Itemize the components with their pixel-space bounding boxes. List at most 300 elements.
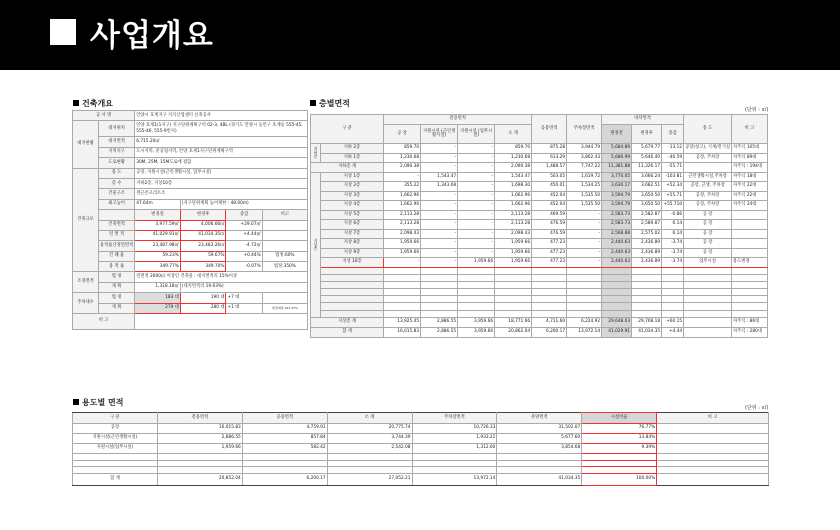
overview-label: 용적률산정연면적 — [99, 241, 135, 251]
floor-label — [321, 303, 384, 310]
empty-cell — [684, 303, 732, 310]
empty-cell — [567, 296, 602, 303]
remark — [732, 248, 768, 258]
parking-area: - — [567, 239, 602, 249]
compare-before: 349.77% — [135, 262, 181, 272]
subtotal-area: 859.70 — [495, 144, 532, 154]
subtotal-area: 1,662.96 — [495, 191, 532, 201]
overview-label: 대지면적 — [99, 137, 135, 147]
landscape-legal: 연면적 2000㎡ 이상인 건축물 : 대지면적의 15%이상 — [135, 272, 308, 282]
empty-cell — [532, 289, 567, 296]
after-area: 3,666.24 — [632, 172, 662, 182]
parking-delta: +7 대 — [226, 293, 262, 303]
empty-cell — [495, 289, 532, 296]
col-header: 주차장면적 — [412, 413, 497, 424]
floors-table — [310, 114, 768, 338]
use: 공장(창고), 기계/전기실 — [684, 144, 732, 154]
empty-cell — [458, 289, 495, 296]
common-area: 875.28 — [532, 144, 567, 154]
square-bullet-icon — [310, 100, 316, 106]
overview-label: 계 획 — [99, 303, 135, 313]
parking-area: 3,944.79 — [567, 144, 602, 154]
empty-cell — [732, 281, 768, 288]
empty-cell — [495, 296, 532, 303]
overview-label: 법 정 — [99, 293, 135, 303]
delta-area: -13.12 — [662, 144, 684, 154]
empty-row — [311, 289, 768, 296]
parking-area: 1,535.50 — [567, 201, 602, 211]
table-row — [73, 262, 308, 272]
support2-area: - — [458, 163, 495, 173]
floor-group: 지하층 — [311, 144, 321, 163]
floor-row — [311, 153, 768, 163]
empty-row — [311, 296, 768, 303]
common-area: 503.05 — [532, 172, 567, 182]
empty-cell — [662, 296, 684, 303]
floors-unit: (단위 : ㎡) — [745, 107, 769, 113]
table-row — [73, 111, 308, 121]
common-area: 582.42 — [242, 444, 327, 454]
use: 공장, 주차장 — [684, 153, 732, 163]
overview-label: 대지위치 — [99, 121, 135, 137]
factory-area: 355.22 — [384, 182, 421, 192]
empty-cell — [532, 296, 567, 303]
compare-after: 349.70% — [180, 262, 226, 272]
overview-value: 6,715.20㎡ — [135, 137, 308, 147]
subtotal-area: 1,698.30 — [495, 182, 532, 192]
compare-before: 41,029.91㎡ — [135, 230, 181, 240]
floor-label — [321, 310, 384, 317]
common-area: 477.23 — [532, 248, 567, 258]
compare-delta: +29.07㎡ — [226, 220, 262, 230]
empty-cell — [567, 267, 602, 274]
before-area: 5,684.89 — [602, 144, 632, 154]
overview-group: 조경면적 — [73, 272, 99, 293]
common-area: 6,200.17 — [242, 473, 327, 485]
col-header: 분양면적 — [497, 413, 582, 424]
overview-value: 도시지역, 준공업지역, 안양 호계1지구단위계획구역 — [135, 147, 308, 157]
parking-delta: +1 대 — [226, 303, 262, 313]
empty-cell — [495, 310, 532, 317]
support1-area: - — [421, 258, 458, 268]
use: 업무시설 — [684, 258, 732, 268]
table-row — [73, 220, 308, 230]
subtotal-area: 1,662.96 — [495, 201, 532, 211]
empty-cell — [684, 274, 732, 281]
remark: 자주식 22대 — [732, 182, 768, 192]
factory-area: - — [384, 172, 421, 182]
empty-cell — [384, 274, 421, 281]
remark — [732, 239, 768, 249]
parking-area: 1,933.21 — [412, 434, 497, 444]
floor-label — [321, 274, 384, 281]
empty-cell — [662, 281, 684, 288]
table-row — [73, 178, 308, 188]
delta-area: +55.71 — [662, 191, 684, 201]
col-header: 구 분 — [73, 413, 158, 424]
col-header: 전용면적 — [157, 413, 242, 424]
empty-cell — [632, 296, 662, 303]
empty-cell — [495, 267, 532, 274]
sale-area: 3,854.68 — [497, 444, 582, 454]
col-header: 지원시설 (업무시설) — [458, 125, 495, 144]
overview-group: 건축규모 — [73, 168, 99, 272]
empty-cell — [662, 310, 684, 317]
common-area: 469.59 — [532, 210, 567, 220]
header-row — [73, 413, 769, 424]
overview-label: 연 면 적 — [99, 230, 135, 240]
before-area: 2,440.63 — [602, 248, 632, 258]
floor-label — [321, 296, 384, 303]
parking-area: 10,726.33 — [412, 424, 497, 434]
usage-category: 공장 — [73, 424, 158, 434]
empty-cell — [384, 310, 421, 317]
support2-area: - — [458, 229, 495, 239]
empty-cell — [421, 310, 458, 317]
common-area: 450.01 — [532, 182, 567, 192]
empty-cell — [421, 303, 458, 310]
parking-note — [262, 293, 307, 303]
before-area: 11,381.88 — [602, 163, 632, 173]
remark: 용도변경 — [732, 258, 768, 268]
empty-cell — [458, 267, 495, 274]
table-row — [73, 314, 308, 330]
support2-area: 1,959.66 — [458, 258, 495, 268]
delta-area: +52.34 — [662, 182, 684, 192]
empty-row — [311, 267, 768, 274]
overview-label: 도로현황 — [99, 158, 135, 168]
overview-value: 안양 호계1(1지구) 지구단위계획구역 02-3, 4BL (경기도 안양시 동안구 호계동 555-45, 555-46, 555-9번지) — [135, 121, 308, 137]
use — [684, 317, 732, 327]
support2-area: - — [458, 210, 495, 220]
overview-value: 안양시 호계지구 지식산업센터 신축공사 — [135, 111, 308, 121]
empty-cell — [384, 281, 421, 288]
common-area: 613.29 — [532, 153, 567, 163]
empty-cell — [684, 281, 732, 288]
empty-row — [311, 281, 768, 288]
support2-area: - — [458, 220, 495, 230]
factory-area: 13,925.45 — [384, 317, 421, 327]
common-area: 4,711.60 — [532, 317, 567, 327]
parking-area: - — [567, 258, 602, 268]
compare-delta: -0.07% — [226, 262, 262, 272]
compare-header: 변경전 — [135, 210, 181, 220]
delta-area: +55.710 — [662, 201, 684, 211]
support1-area: 1,343.08 — [421, 182, 458, 192]
compare-before: 59.23% — [135, 251, 181, 261]
empty-cell — [421, 289, 458, 296]
empty-cell — [732, 310, 768, 317]
col-header: 증감 — [662, 125, 684, 144]
header-row — [311, 115, 768, 125]
support2-area: - — [458, 153, 495, 163]
factory-area: 1,662.96 — [384, 201, 421, 211]
use: 공장, 주차장 — [684, 191, 732, 201]
empty-cell — [602, 289, 632, 296]
usage-row — [73, 434, 769, 444]
floor-group: 지상층 — [311, 172, 321, 317]
delta-area: -55.71 — [662, 163, 684, 173]
table-row — [73, 241, 308, 251]
empty-cell — [458, 274, 495, 281]
factory-area: 2,098.43 — [384, 229, 421, 239]
subtotal-row — [311, 163, 768, 173]
use: 공 장 — [684, 248, 732, 258]
empty-cell — [384, 267, 421, 274]
overview-note: (지구단위계획 높이제한 : 48.00m) — [180, 199, 307, 209]
table-row — [73, 230, 308, 240]
overview-label: 법 정 — [99, 272, 135, 282]
floors-heading — [310, 98, 350, 109]
sale-area: 41,034.35 — [497, 473, 582, 485]
overview-label: 층 수 — [99, 178, 135, 188]
floor-row — [311, 144, 768, 154]
empty-cell — [632, 281, 662, 288]
empty-cell — [458, 303, 495, 310]
empty-cell — [684, 310, 732, 317]
table-row — [73, 147, 308, 157]
remark — [657, 434, 769, 444]
overview-value: 철근콘크리트조 — [135, 189, 308, 199]
empty-cell — [421, 281, 458, 288]
floor-label: 지상 5층 — [321, 210, 384, 220]
parking-area: 1,534.25 — [567, 182, 602, 192]
col-header: 비 고 — [732, 115, 768, 144]
support1-area: 2,886.55 — [421, 317, 458, 327]
floor-label: 지상 7층 — [321, 229, 384, 239]
support1-area: - — [421, 248, 458, 258]
empty-cell — [602, 274, 632, 281]
before-area: 5,686.99 — [602, 153, 632, 163]
parking-area: 6,224.92 — [567, 317, 602, 327]
floor-label: 합 계 — [311, 327, 384, 337]
remark — [732, 229, 768, 239]
empty-cell — [421, 274, 458, 281]
usage-row — [73, 424, 769, 434]
parking-after: 190 대 — [180, 293, 226, 303]
exclusive-area: 1,959.66 — [157, 444, 242, 454]
support1-area: - — [421, 229, 458, 239]
col-header: 공용면적 — [532, 115, 567, 144]
empty-cell — [684, 289, 732, 296]
support2-area: - — [458, 201, 495, 211]
factory-area: - — [384, 258, 421, 268]
parking-area: 1,619.72 — [567, 172, 602, 182]
factory-area: 1,662.96 — [384, 191, 421, 201]
compare-after: 23,483.26㎡ — [180, 241, 226, 251]
floor-row — [311, 201, 768, 211]
floor-label — [321, 281, 384, 288]
empty-cell — [384, 289, 421, 296]
remark: 자주식 : 280대 — [732, 327, 768, 337]
parking-area: 1,312.60 — [412, 444, 497, 454]
square-bullet-icon — [73, 399, 79, 405]
floor-label: 지하 2층 — [321, 144, 384, 154]
delta-area: -3.74 — [662, 258, 684, 268]
parking-area: - — [567, 229, 602, 239]
empty-row — [311, 274, 768, 281]
use: 공 장 — [684, 229, 732, 239]
compare-delta: -4.72㎡ — [226, 241, 262, 251]
remark: 자주식 24대 — [732, 201, 768, 211]
use: 공 장 — [684, 220, 732, 230]
use: 공 장 — [684, 210, 732, 220]
col-header: 변경전 — [602, 125, 632, 144]
col-header: 전용면적 — [384, 115, 532, 125]
title-banner — [0, 0, 840, 70]
delta-area: -103.81 — [662, 172, 684, 182]
overview-label: 비 고 — [73, 314, 135, 330]
support1-area: 2,886.55 — [421, 327, 458, 337]
before-area: 3,594.79 — [602, 191, 632, 201]
empty-cell — [567, 274, 602, 281]
sale-area: 31,502.07 — [497, 424, 582, 434]
floor-row — [311, 220, 768, 230]
overview-label: 건물구조 — [99, 189, 135, 199]
empty-cell — [384, 296, 421, 303]
remark — [657, 473, 769, 485]
floor-label: 지상 1층 — [321, 172, 384, 182]
before-area: 2,568.88 — [602, 229, 632, 239]
col-header: 소 계 — [495, 125, 532, 144]
floor-row — [311, 258, 768, 268]
parking-area: - — [567, 220, 602, 230]
after-area: 3,650.50 — [632, 201, 662, 211]
compare-header: 변경후 — [180, 210, 226, 220]
empty-cell — [602, 303, 632, 310]
use: 공장, 근생, 주차장 — [684, 182, 732, 192]
support2-area: - — [458, 191, 495, 201]
before-area: 3,594.79 — [602, 201, 632, 211]
empty-cell — [632, 267, 662, 274]
subtotal-area: 1,959.66 — [495, 239, 532, 249]
before-area: 2,583.73 — [602, 220, 632, 230]
table-row — [73, 210, 308, 220]
remark: 자주식 18대 — [732, 172, 768, 182]
empty-cell — [458, 296, 495, 303]
empty-cell — [632, 303, 662, 310]
after-area: 2,575.02 — [632, 229, 662, 239]
col-header: 소 계 — [327, 413, 412, 424]
exclusive-area: 20,852.04 — [157, 473, 242, 485]
delta-area: -0.86 — [662, 210, 684, 220]
after-area: 29,708.18 — [632, 317, 662, 327]
empty-cell — [602, 281, 632, 288]
overview-label: 계 획 — [99, 282, 135, 292]
facility-ratio: 9.39% — [582, 444, 657, 454]
common-area: 476.59 — [532, 229, 567, 239]
floors-heading-text: 층별면적 — [319, 99, 350, 108]
floor-label: 지상층 계 — [311, 317, 384, 327]
floor-row — [311, 182, 768, 192]
facility-ratio: 13.84% — [582, 434, 657, 444]
factory-area: 1,230.68 — [384, 153, 421, 163]
use: 근린생활시설,주차장 — [684, 172, 732, 182]
empty-cell — [662, 289, 684, 296]
floor-row — [311, 191, 768, 201]
overview-value: 47.64m — [135, 199, 181, 209]
col-header: 시설비율 — [582, 413, 657, 424]
overview-label: 용 적 률 — [99, 262, 135, 272]
usage-heading-text: 용도별 면적 — [82, 398, 124, 407]
empty-cell — [732, 296, 768, 303]
remark — [657, 424, 769, 434]
factory-area: 1,959.66 — [384, 239, 421, 249]
empty-cell — [684, 296, 732, 303]
usage-heading — [73, 397, 123, 408]
support2-area: 3,959.66 — [458, 327, 495, 337]
after-area: 2,436.89 — [632, 239, 662, 249]
overview-heading — [73, 98, 113, 109]
support1-area: - — [421, 220, 458, 230]
empty-cell — [458, 310, 495, 317]
compare-before: 23,487.98㎡ — [135, 241, 181, 251]
empty-cell — [532, 274, 567, 281]
after-area: 3,650.50 — [632, 191, 662, 201]
factory-area: 1,959.66 — [384, 248, 421, 258]
compare-header: 비고 — [262, 210, 307, 220]
parking-area: - — [567, 210, 602, 220]
remark: 자주식 : 194대 — [732, 163, 768, 173]
compare-note — [262, 230, 307, 240]
overview-value: 공장, 지원시설(근린생활시설, 업무시설) — [135, 168, 308, 178]
remark — [732, 220, 768, 230]
parking-area: - — [567, 248, 602, 258]
subtotal-area: 27,052.21 — [327, 473, 412, 485]
support1-area: - — [421, 191, 458, 201]
common-area: 6,200.17 — [532, 327, 567, 337]
floor-label: 지하 1층 — [321, 153, 384, 163]
overview-table — [72, 110, 308, 330]
common-area: 1,488.57 — [532, 163, 567, 173]
empty-cell — [567, 289, 602, 296]
empty-cell — [732, 303, 768, 310]
empty-cell — [662, 274, 684, 281]
common-area: 477.23 — [532, 239, 567, 249]
floor-row — [311, 172, 768, 182]
parking-area: 13,972.14 — [412, 473, 497, 485]
floor-label — [321, 267, 384, 274]
floor-row — [311, 229, 768, 239]
empty-cell — [684, 267, 732, 274]
support2-area: - — [458, 248, 495, 258]
before-area: 41,029.91 — [602, 327, 632, 337]
floor-label — [321, 289, 384, 296]
before-area: 29,648.03 — [602, 317, 632, 327]
floor-label: 지상 8층 — [321, 239, 384, 249]
overview-label: 공 사 명 — [73, 111, 135, 121]
before-area: 2,440.63 — [602, 258, 632, 268]
usage-category: 지원시설(근린생활시설) — [73, 434, 158, 444]
usage-table — [72, 412, 769, 486]
compare-after: 41,034.35㎡ — [180, 230, 226, 240]
overview-label: 건 폐 율 — [99, 251, 135, 261]
overview-group: 대지현황 — [73, 121, 99, 168]
empty-cell — [732, 274, 768, 281]
total-row — [311, 327, 768, 337]
remark — [732, 210, 768, 220]
subtotal-area: 2,098.43 — [495, 229, 532, 239]
remark: 자주식 105대 — [732, 144, 768, 154]
table-row — [73, 158, 308, 168]
subtotal-area: 2,090.38 — [495, 163, 532, 173]
empty-cell — [532, 310, 567, 317]
subtotal-area: 2,113.28 — [495, 210, 532, 220]
common-area: 476.59 — [532, 220, 567, 230]
overview-heading-text: 건축개요 — [82, 99, 113, 108]
delta-area: -3.74 — [662, 239, 684, 249]
support1-area: - — [421, 163, 458, 173]
